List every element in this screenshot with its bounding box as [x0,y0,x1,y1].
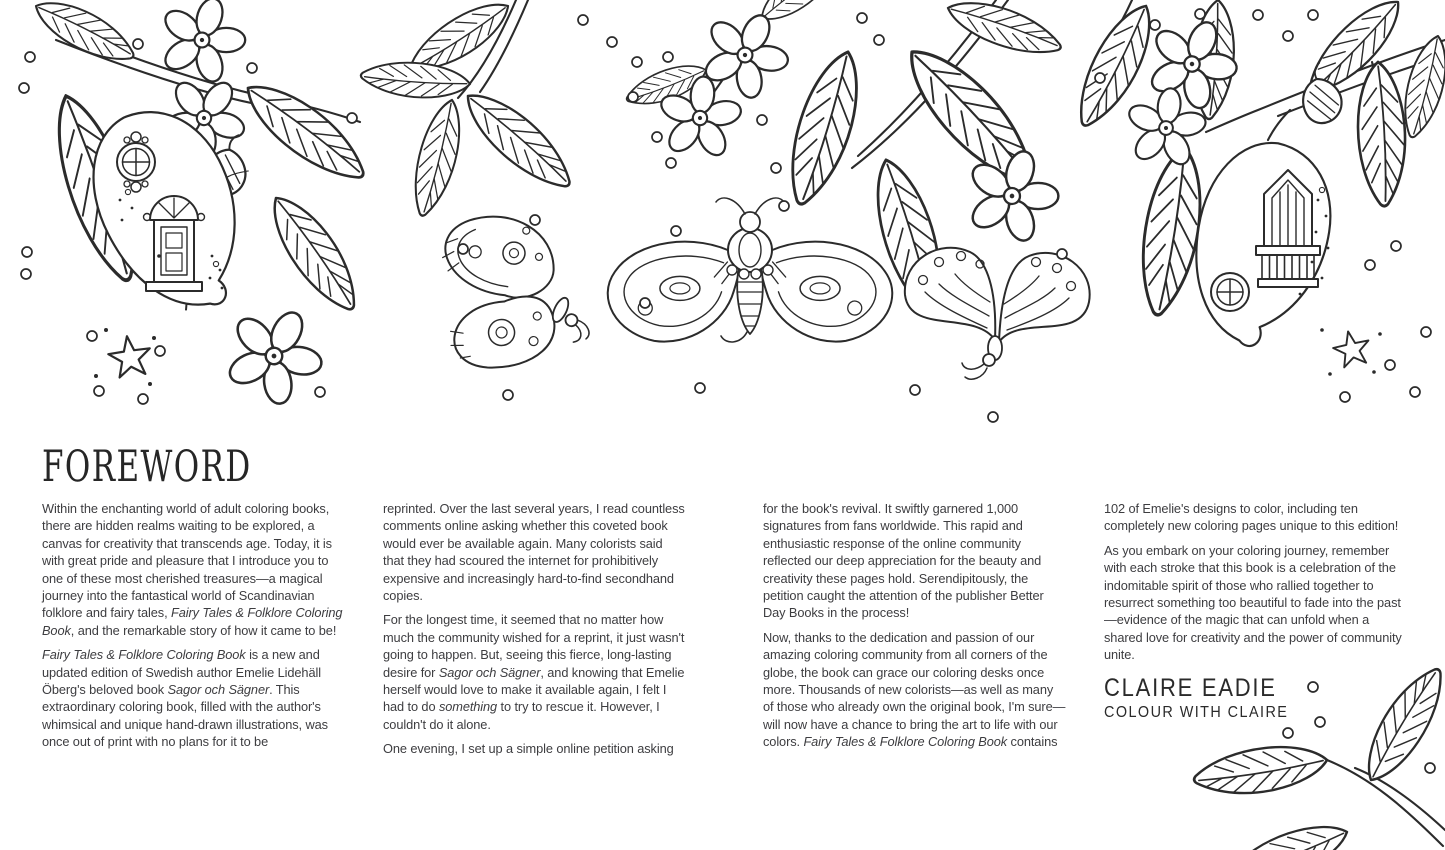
column-4-paragraphs [1104,500,1407,664]
paragraph: for the book's revival. It swiftly garnered 1,000 signatures from fans worldwide. This rapid and enthusiastic response of the online community reflected our deep appreciation for the beauty and creativity these pages hold. Serendipitously, the petition caught the attention of the publisher Better Day Books in the process! [763,501,1044,621]
text-column-3 [763,500,1066,758]
paragraph: Now, thanks to the dedication and passion of our amazing coloring community from all corners of the globe, the book can grace our coloring desks once more. Thousands of new colorists—as well as many of those who already own the original book, I'm sure—will now have a chance to bring the art to life with our colors. Fairy Tales & Folklore Coloring Book contains [763,629,1066,750]
text-column-1 [42,442,345,758]
paragraph: 102 of Emelie's designs to color, including ten completely new coloring pages unique to this edition! [1104,501,1399,534]
lemon-fairy-house-window-illustration [1180,132,1343,356]
text-column-2 [383,500,686,765]
porthole-window [1211,273,1249,311]
patterned-moth-illustration [599,198,901,353]
corner-branch-art [1175,650,1445,850]
signature-name: CLAIRE EADIE [1104,673,1277,702]
paragraph: For the longest time, it seemed that no matter how much the community wished for a reprint, it just wasn't going to happen. But, seeing this fierce, long-lasting desire for Sagor och Sägner, and knowing that Emelie herself would love to make it available again, I felt I had to do something to try to rescue it. However, I couldn't do it alone. [383,612,685,732]
paragraph: Within the enchanting world of adult coloring books, there are hidden realms waiting to be explored, a canvas for creativity that transcends age. Today, it is with great pride and pleasure that I introduce you to one of these most cherished treasures—a magical journey into the fantastical world of Scandinavian folklore and fairy tales, Fairy Tales & Folklore Coloring Book, and the remarkable story of how it came to be! [42,501,343,638]
paragraph: Fairy Tales & Folklore Coloring Book is a new and updated edition of Swedish author Emelie Lidehäll Öberg's beloved book Sagor och Sägner. This extraordinary coloring book, filled with the author's whimsical and unique hand-drawn illustrations, was once out of print with no plans for it to be [42,647,328,750]
column-3-paragraphs [763,500,1066,751]
signature-tagline: COLOUR WITH CLAIRE [1104,704,1289,722]
paragraph: reprinted. Over the last several years, I read countless comments online asking whether this coveted book would ever be available again. Many colorists said that they had scoured the internet for prohibitively expensive and increasingly hard-to-find secondhand copies. [383,501,685,604]
paragraph: One evening, I set up a simple online petition asking [383,741,674,757]
spotted-butterfly-illustration [430,203,592,376]
column-1-paragraphs [42,500,345,751]
paragraph: As you embark on your coloring journey, remember with each stroke that this book is a celebration of the indomitable spirit of those who rallied together to resurrect something too beautiful to fade into the past—evidence of the magic that can unfold when a shared love for creativity and the power of community unite. [1104,542,1402,663]
heart-wing-butterfly-illustration [905,248,1090,379]
bottom-right-leaves-illustration [1175,650,1445,850]
page-title: FOREWORD [42,442,252,492]
column-2-paragraphs [383,500,686,758]
